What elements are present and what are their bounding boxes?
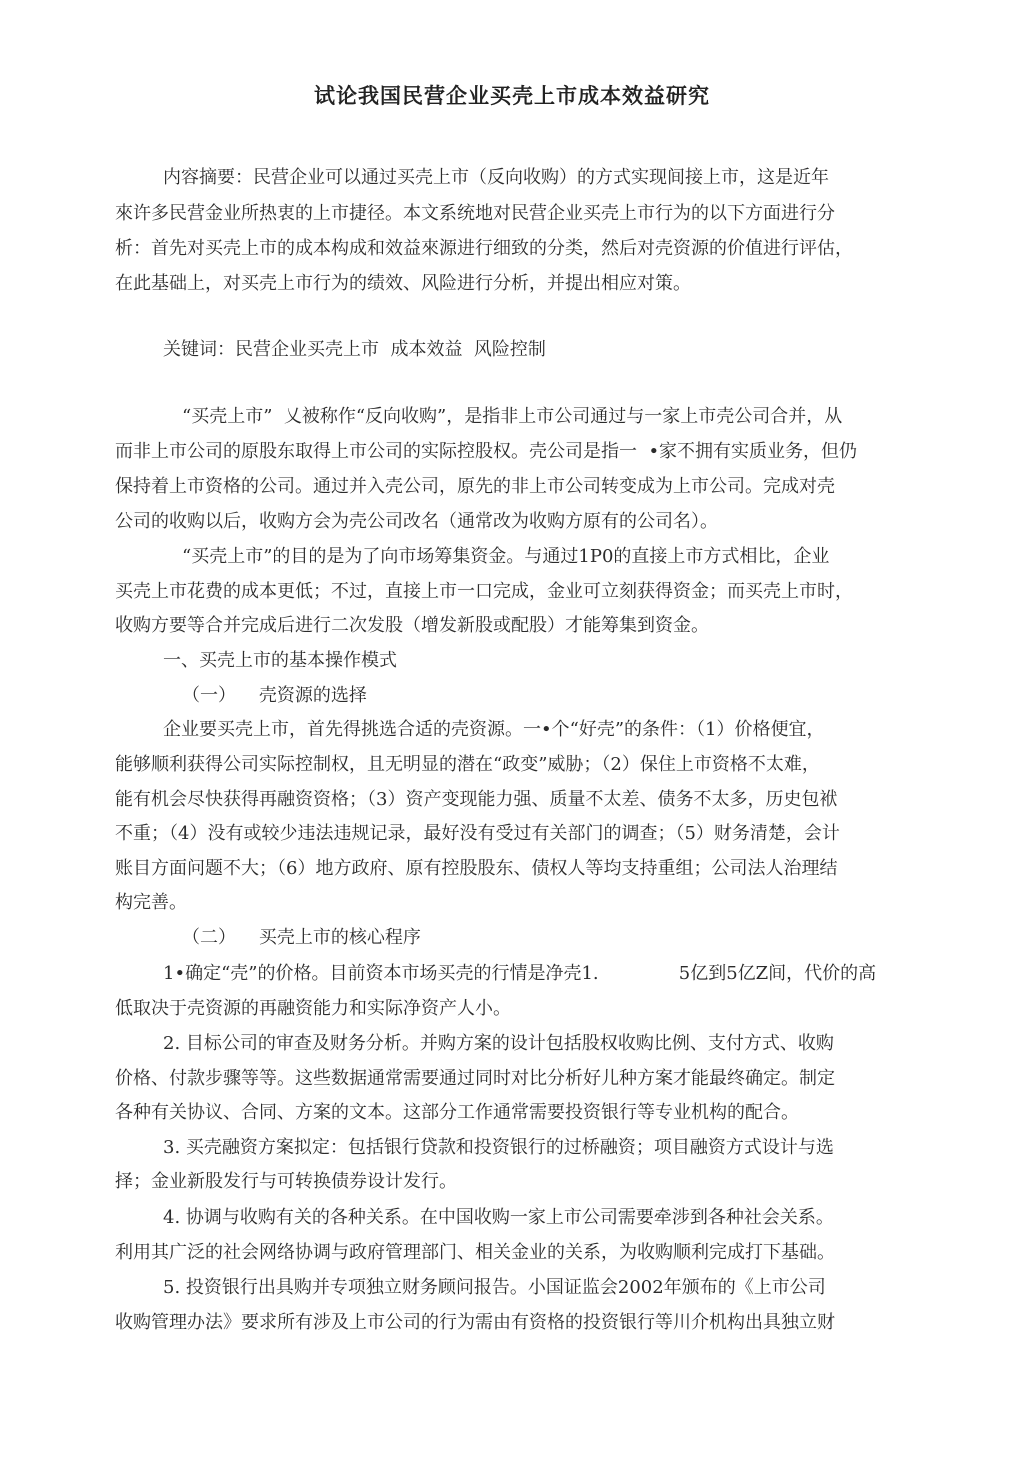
body-line-10: 能有机会尽快获得再融资资格；（3）资产变现能力强、质量不太差、债务不太多，历史包袱 — [115, 789, 838, 810]
body-line-15: 低取决于壳资源的再融资能力和实际净资产人小。 — [115, 998, 511, 1019]
body-line-12: 账目方面问题不大；（6）地方政府、原有控股股东、债权人等均支持重组；公司法人治理结 — [115, 858, 838, 879]
body-line-20: 择；金业新股发行与可转换债券设计发行。 — [115, 1171, 457, 1192]
body-line-7: 收购方要等合并完成后进行二次发股（增发新股或配股）才能筹集到资金。 — [115, 615, 709, 636]
abstract-line-2: 來许多民营金业所热衷的上市捷径。本文系统地对民营企业买壳上市行为的以下方面进行分 — [115, 203, 835, 224]
body-line-17: 价格、付款步骤等等。这些数据通常需要通过同时对比分析好儿种方案才能最终确定。制定 — [115, 1068, 835, 1089]
abstract-line-1: 内容摘要：民营企业可以通过买壳上市（反向收购）的方式实现间接上市，这是近年 — [163, 167, 829, 188]
body-line-6: 买壳上市花费的成本更低；不过，直接上市一口完成，金业可立刻获得资金；而买壳上市时， — [115, 581, 853, 602]
body-line-5: “买壳上市”的目的是为了向市场筹集资金。与通过1P0的直接上市方式相比，企业 — [182, 546, 830, 567]
abstract-line-3: 析：首先对买壳上市的成本构成和效益來源进行细致的分类，然后对壳资源的价值进行评估， — [115, 238, 853, 259]
keywords-line: 关键词：民营企业买壳上市 成本效益 风险控制 — [163, 339, 546, 360]
body-line-14: 1•确定“壳”的价格。目前资本市场买壳的行情是净壳1. 5亿到5亿Z间，代价的高 — [163, 963, 877, 984]
body-line-21: 4. 协调与收购有关的各种关系。在中国收购一家上市公司需要牵涉到各种社会关系。 — [163, 1207, 834, 1228]
body-line-18: 各种有关协议、合同、方案的文本。这部分工作通常需要投资银行等专业机构的配合。 — [115, 1102, 799, 1123]
abstract-line-4: 在此基础上，对买壳上市行为的绩效、风险进行分析，并提出相应对策。 — [115, 273, 691, 294]
body-line-23: 5. 投资银行出具购并专项独立财务顾问报告。小国证监会2002年颁布的《上市公司 — [163, 1277, 826, 1298]
subsection-heading-2: （二） 买壳上市的核心程序 — [182, 927, 421, 948]
section-heading-1: 一、买壳上市的基本操作模式 — [163, 650, 397, 671]
body-line-16: 2. 目标公司的审查及财务分析。并购方案的设计包括股权收购比例、支付方式、收购 — [163, 1033, 834, 1054]
body-line-11: 不重；（4）没有或较少违法违规记录，最好没有受过有关部门的调查；（5）财务清楚，会计 — [115, 823, 840, 844]
body-line-2: 而非上市公司的原股东取得上市公司的实际控股权。壳公司是指一 •家不拥有实质业务，但仍 — [115, 441, 858, 462]
body-line-9: 能够顺利获得公司实际控制权，且无明显的潜在“政变”威胁；（2）保住上市资格不太难， — [115, 754, 820, 775]
body-line-8: 企业要买壳上市，首先得挑选合适的壳资源。一•个“好壳”的条件：（1）价格便宜， — [163, 719, 825, 740]
body-line-22: 利用其广泛的社会网络协调与政府管理部门、相关金业的关系，为收购顺利完成打下基础。 — [115, 1242, 835, 1263]
body-line-1: “买壳上市” 乂被称作“反向收购”，是指非上市公司通过与一家上市壳公司合并，从 — [182, 406, 843, 427]
body-line-13: 构完善。 — [115, 892, 187, 913]
subsection-heading-1: （一） 壳资源的选择 — [182, 685, 367, 706]
body-line-4: 公司的收购以后，收购方会为壳公司改名（通常改为收购方原有的公司名）。 — [115, 511, 718, 532]
document-title: 试论我国民营企业买壳上市成本效益研究 — [314, 84, 710, 108]
body-line-24: 收购管理办法》要求所有涉及上市公司的行为需由有资格的投资银行等川介机构出具独立财 — [115, 1312, 835, 1333]
body-line-3: 保持着上市资格的公司。通过并入壳公司，原先的非上市公司转变成为上市公司。完成对壳 — [115, 476, 835, 497]
body-line-19: 3. 买壳融资方案拟定：包括银行贷款和投资银行的过桥融资；项目融资方式设计与选 — [163, 1137, 834, 1158]
